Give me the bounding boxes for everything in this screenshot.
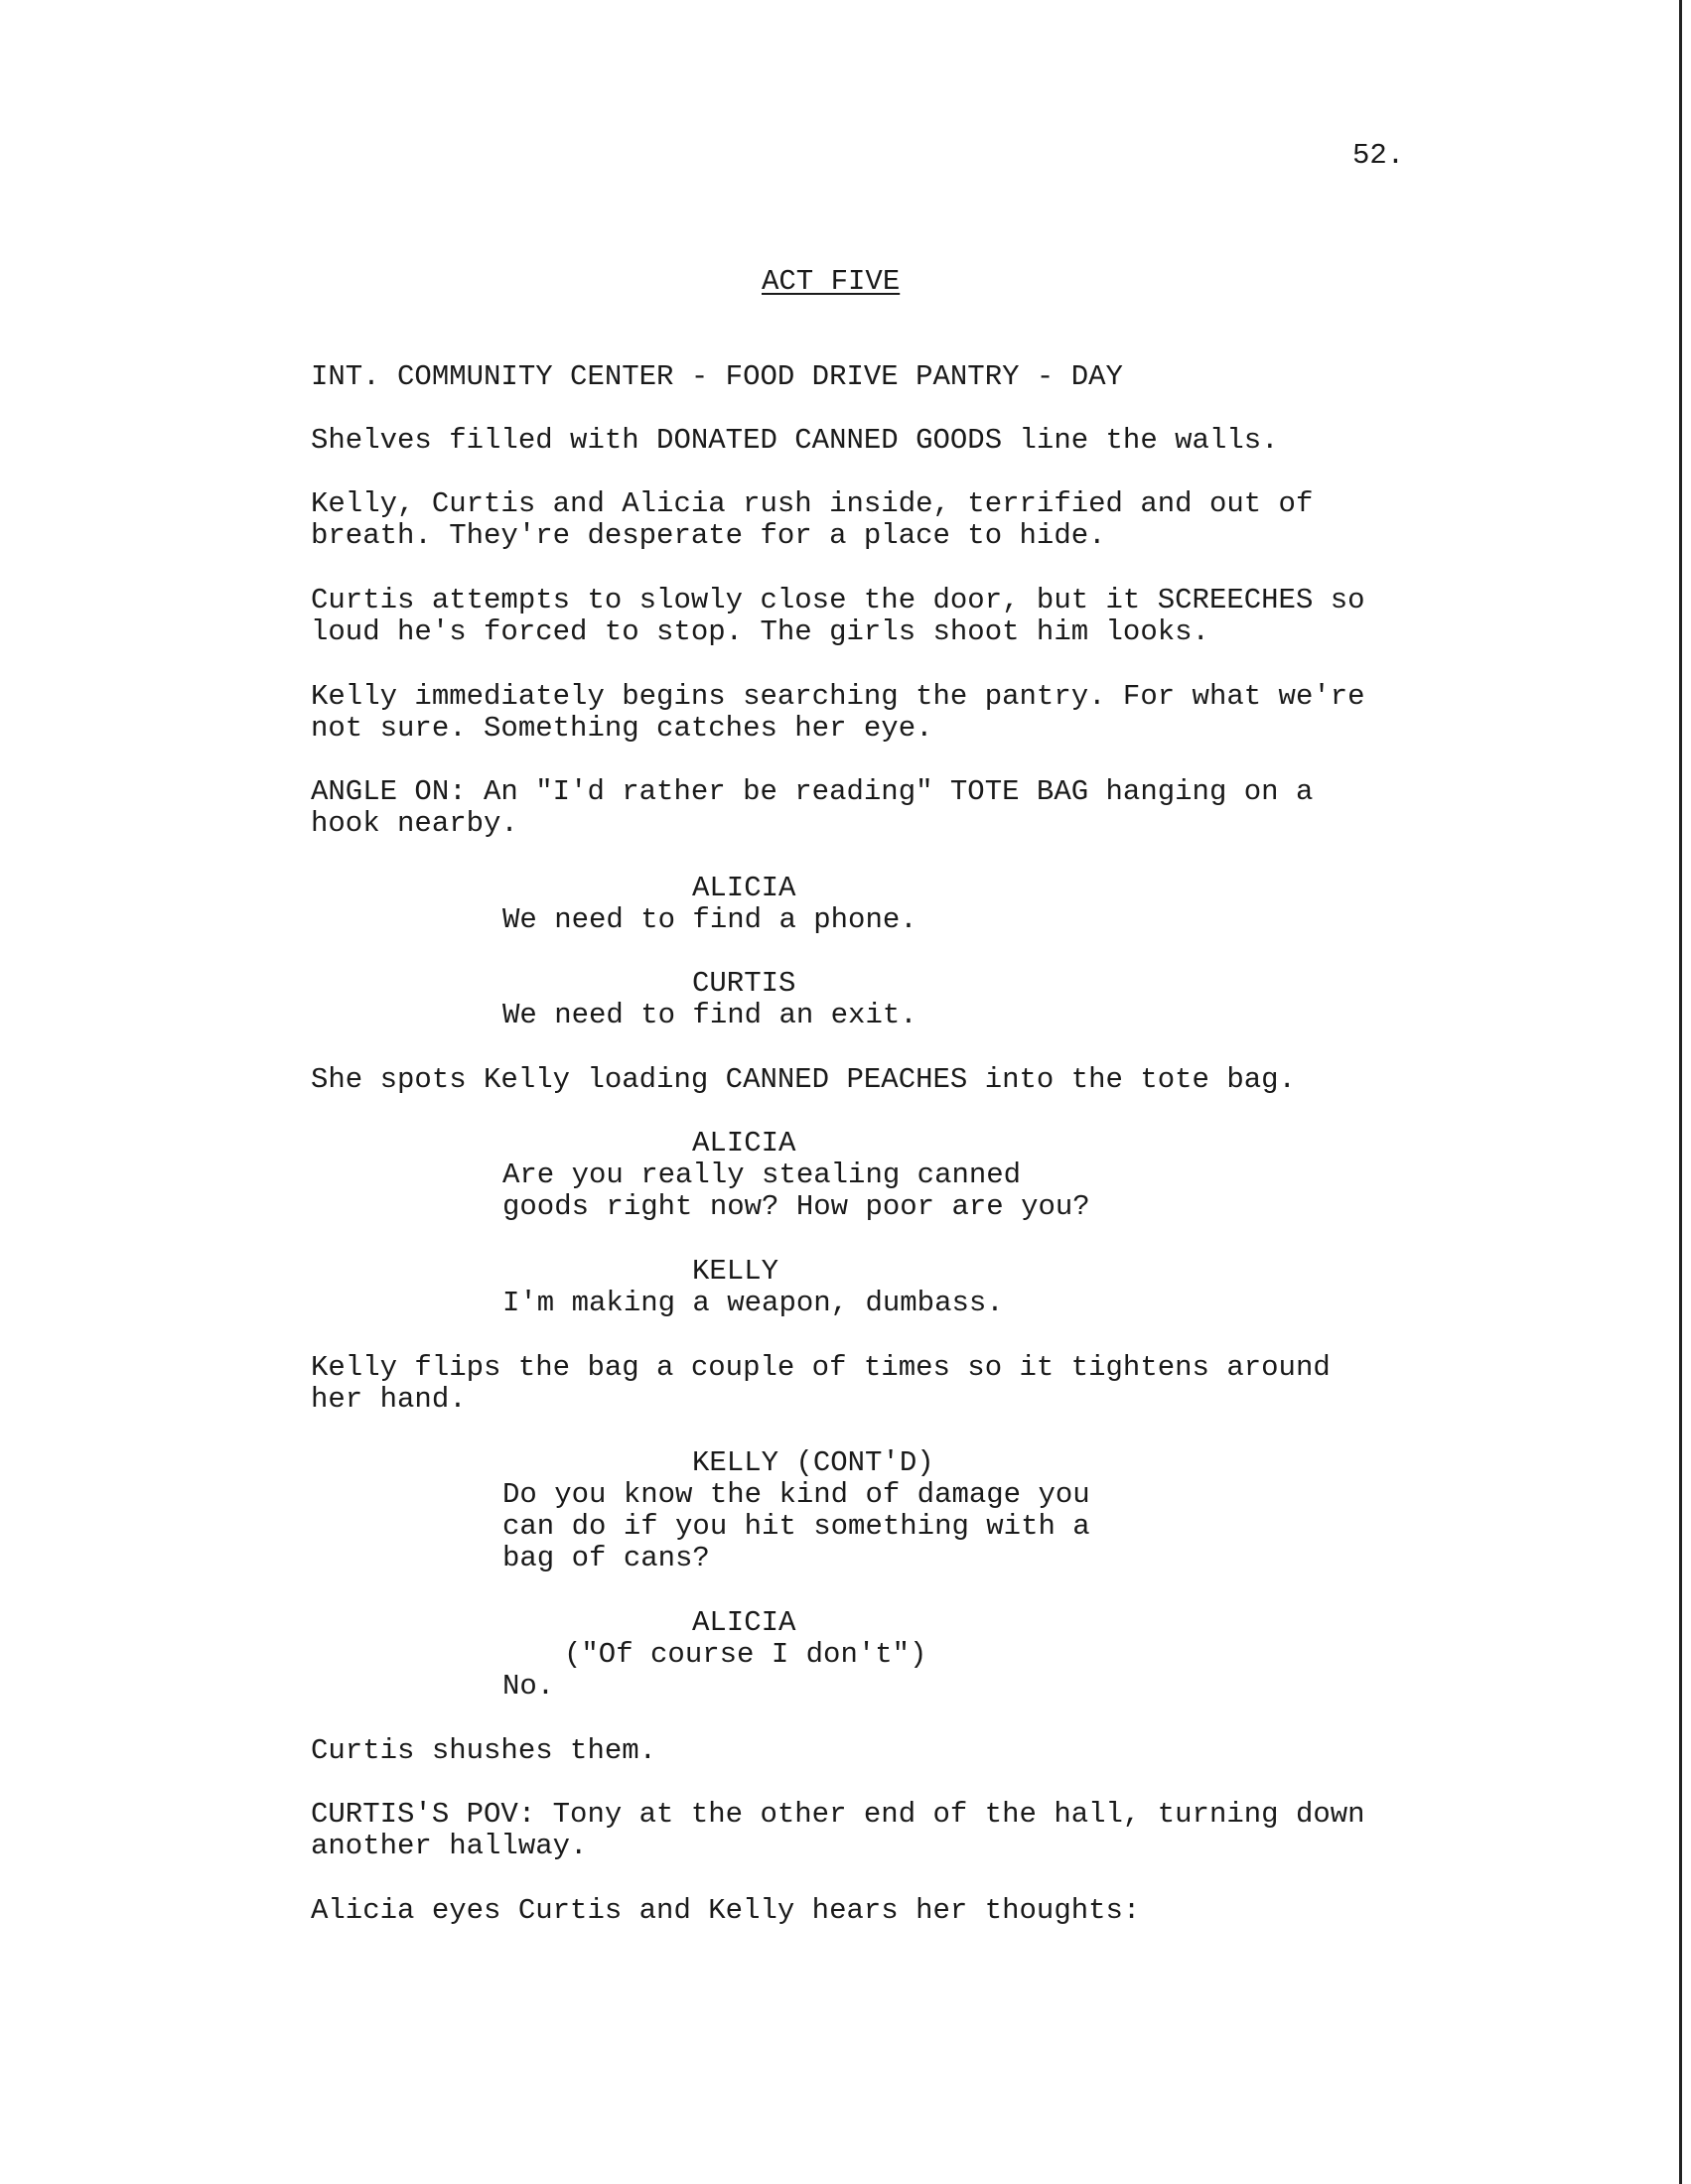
action-line: her hand. — [311, 1383, 467, 1416]
action-line: breath. They're desperate for a place to hide. — [311, 519, 1106, 552]
action-line: CURTIS'S POV: Tony at the other end of the hall, turning down — [311, 1798, 1365, 1831]
dialogue-line: bag of cans? — [502, 1542, 710, 1574]
action-line: Kelly flips the bag a couple of times so it tightens around — [311, 1351, 1331, 1384]
action-line: Kelly immediately begins searching the pantry. For what we're — [311, 680, 1365, 713]
action-line: not sure. Something catches her eye. — [311, 712, 933, 745]
action-line: hook nearby. — [311, 807, 518, 840]
action-line: loud he's forced to stop. The girls shoot him looks. — [311, 615, 1209, 648]
dialogue-line: We need to find an exit. — [502, 999, 917, 1031]
action-line: ANGLE ON: An "I'd rather be reading" TOTE BAG hanging on a — [311, 775, 1314, 808]
character-cue: ALICIA — [692, 1606, 796, 1639]
act-heading: ACT FIVE — [762, 265, 901, 298]
character-cue: ALICIA — [692, 872, 796, 904]
dialogue-line: goods right now? How poor are you? — [502, 1190, 1090, 1223]
dialogue-line: Do you know the kind of damage you — [502, 1478, 1090, 1511]
page-edge-rule — [1679, 0, 1682, 2184]
action-line: another hallway. — [311, 1830, 588, 1862]
dialogue-line: We need to find a phone. — [502, 903, 917, 936]
action-line: Alicia eyes Curtis and Kelly hears her thoughts: — [311, 1894, 1141, 1927]
page-number: 52. — [1352, 139, 1405, 172]
action-line: She spots Kelly loading CANNED PEACHES into the tote bag. — [311, 1063, 1296, 1096]
dialogue-line: No. — [502, 1670, 555, 1703]
action-line: Curtis attempts to slowly close the door, but it SCREECHES so — [311, 584, 1365, 616]
character-cue: KELLY — [692, 1255, 779, 1288]
action-line: Curtis shushes them. — [311, 1734, 657, 1767]
parenthetical: ("Of course I don't") — [564, 1638, 927, 1671]
action-line: Kelly, Curtis and Alicia rush inside, terrified and out of — [311, 487, 1314, 520]
character-cue: CURTIS — [692, 967, 796, 1000]
scene-heading: INT. COMMUNITY CENTER - FOOD DRIVE PANTRY - DAY — [311, 360, 1123, 393]
action-line: Shelves filled with DONATED CANNED GOODS line the walls. — [311, 424, 1279, 457]
dialogue-line: Are you really stealing canned — [502, 1159, 1022, 1191]
dialogue-line: can do if you hit something with a — [502, 1510, 1090, 1543]
dialogue-line: I'm making a weapon, dumbass. — [502, 1287, 1004, 1319]
character-cue: KELLY (CONT'D) — [692, 1446, 934, 1479]
character-cue: ALICIA — [692, 1127, 796, 1160]
